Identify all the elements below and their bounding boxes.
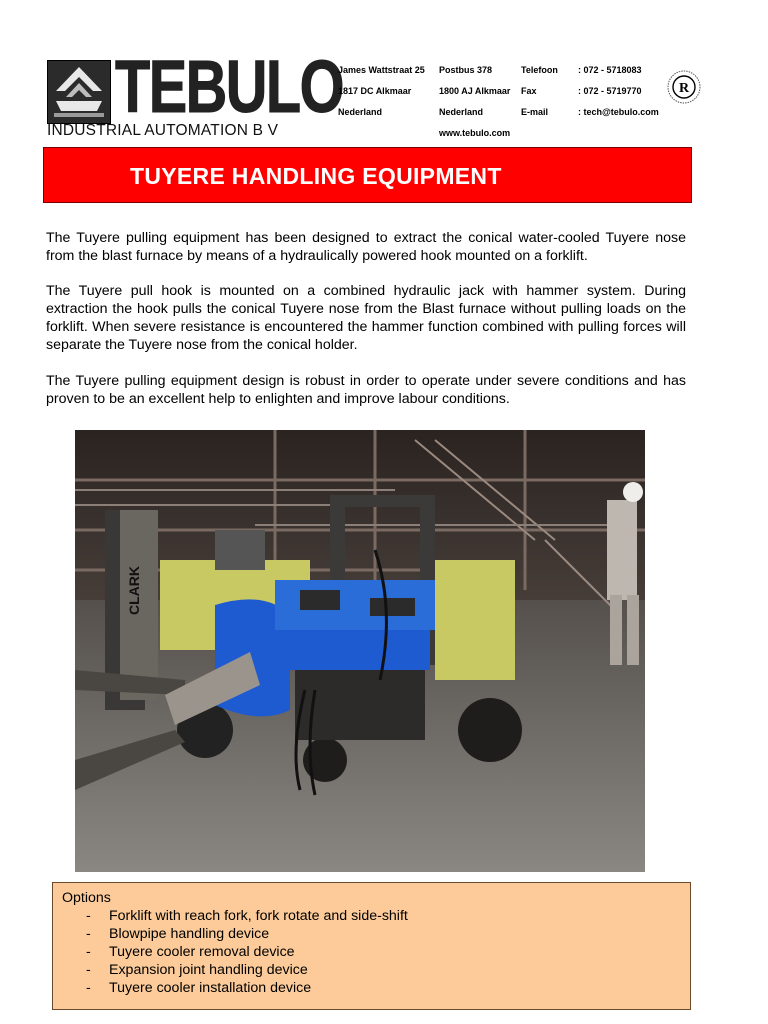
logo-wordmark: TEBULO [115,45,343,128]
website-link[interactable]: www.tebulo.com [439,128,511,138]
postal-line: Nederland [439,107,484,117]
company-logo [47,45,343,142]
phone-value: : 072 - 5718083 [578,65,642,75]
email-label: E-mail [521,107,549,117]
list-item: - Tuyere cooler installation device [86,980,312,996]
company-subtitle: INDUSTRIAL AUTOMATION B V [47,122,279,139]
title-banner [43,147,692,203]
fax-value: : 072 - 5719770 [578,86,642,96]
seal-letter: R [678,81,690,96]
option-text: Tuyere cooler installation device [109,980,312,996]
option-text: Expansion joint handling device [109,962,308,978]
paragraph-robust: The Tuyere pulling equipment design is robust in order to operate under severe conditions and has proven to be an excellent help to enlighten and improve labour conditions. [46,373,686,407]
phone-label: Telefoon [521,65,558,75]
address-line: 1817 DC Alkmaar [338,86,412,96]
equipment-photo [75,430,645,872]
paragraph-pull-hook: The Tuyere pull hook is mounted on a combined hydraulic jack with hammer system. During extraction the hook pulls the conical Tuyere nose from the Blast furnace without pulling loads on the forklift. When severe resistance is encountered the hammer function combined with pulling forces will separate the Tuyere nose from the conical holder. [46,283,686,353]
email-link[interactable]: : tech@tebulo.com [578,107,659,117]
list-item: - Forklift with reach fork, fork rotate and side-shift [86,908,408,924]
list-item: - Blowpipe handling device [86,926,270,942]
forklift-brand-label: CLARK [126,566,142,615]
contact-postal [439,60,510,144]
logo-mark-icon [47,60,111,124]
option-text: Tuyere cooler removal device [109,944,295,960]
list-item: - Tuyere cooler removal device [86,944,295,960]
contact-address [338,60,425,123]
address-line: Nederland [338,107,383,117]
contact-labels [521,60,558,123]
postal-line: Postbus 378 [439,65,493,75]
registered-seal-icon [667,70,701,104]
paragraph-intro: The Tuyere pulling equipment has been designed to extract the conical water-cooled Tuyere nose from the blast furnace by means of a hydraulically powered hook mounted on a forklift. [46,230,686,264]
list-item: - Expansion joint handling device [86,962,308,978]
options-box [52,882,691,1010]
option-text: Blowpipe handling device [109,926,270,942]
option-text: Forklift with reach fork, fork rotate and side-shift [109,908,408,924]
page-title: TUYERE HANDLING EQUIPMENT [130,163,502,189]
address-line: James Wattstraat 25 [338,65,425,75]
fax-label: Fax [521,86,537,96]
postal-line: 1800 AJ Alkmaar [439,86,511,96]
options-heading: Options [62,890,111,906]
options-list [86,907,408,997]
contact-values [578,60,659,123]
